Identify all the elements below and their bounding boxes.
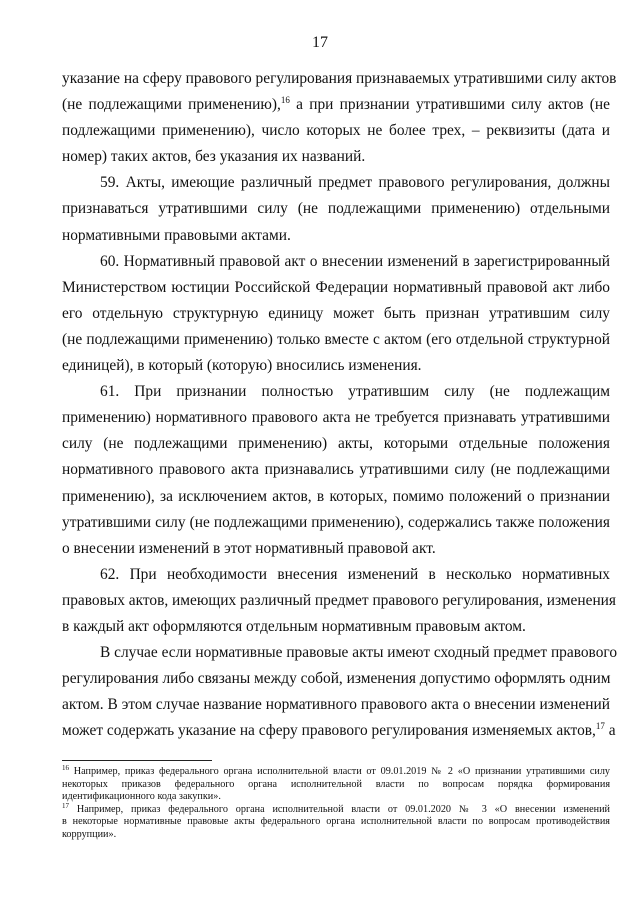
- footnote-ref: 16: [280, 95, 290, 106]
- text-line: (не подлежащими применению),$^{16}$ а при признании утратившими силу актов (не: [62, 95, 610, 114]
- text-line: единицей), в который (которую) вносились изменения.: [62, 357, 422, 375]
- text-line: может содержать указание на сферу правового регулирования изменяемых актов,$^{17}$ а: [62, 721, 616, 740]
- footnote-ref: 17: [595, 721, 605, 732]
- footnote-16: $^{16}$ Например, приказ федерального органа исполнительной власти от 09.01.2019 № 2 «О признании утратившими силу: [62, 764, 610, 777]
- text-line: признаваться утратившими силу (не подлежащими применению) отдельными: [62, 200, 610, 218]
- footnote-line: идентификационного кода закупки».: [62, 791, 221, 803]
- text-line: применению) нормативного правового акта не требуется признавать утратившими: [62, 409, 610, 427]
- text-line: актом. В этом случае название нормативного правового акта о внесении изменений: [62, 696, 610, 714]
- text-line: подлежащими применению), число которых не более трех, – реквизиты (дата и: [62, 122, 610, 140]
- text-line: нормативными правовыми актами.: [62, 226, 291, 244]
- footnote-number: 16: [62, 764, 69, 772]
- text-line: в каждый акт оформляются отдельным нормативным правовым актом.: [62, 617, 526, 635]
- footnote-line: некоторых приказов федерального органа исполнительной власти по вопросам порядка формирования: [62, 778, 610, 790]
- footnote-line: коррупции».: [62, 828, 117, 840]
- page-number: 17: [312, 34, 328, 51]
- text-line: утратившими силу (не подлежащими применению), содержались также положения: [62, 513, 610, 531]
- text-line: указание на сферу правового регулирования признаваемых утратившими силу актов: [62, 70, 617, 87]
- text-line: нормативного правового акта признавались утратившими силу (не подлежащими: [62, 461, 610, 479]
- paragraph-62: 62. При необходимости внесения изменений в несколько нормативных: [100, 565, 610, 583]
- paragraph-case: В случае если нормативные правовые акты имеют сходный предмет правового: [100, 644, 618, 662]
- paragraph-59: 59. Акты, имеющие различный предмет правового регулирования, должны: [100, 174, 610, 192]
- paragraph-60: 60. Нормативный правовой акт о внесении изменений в зарегистрированный: [100, 252, 610, 270]
- footnote-number: 17: [62, 801, 69, 810]
- text-line: (не подлежащими применению) только вместе с актом (его отдельной структурной: [62, 330, 610, 348]
- text-line: правовых актов, имеющих различный предмет правового регулирования, изменения: [62, 591, 616, 609]
- footnote-line: в некоторые нормативные правовые акты федерального органа исполнительной власти по вопросам противодействия: [62, 816, 610, 828]
- body-text: [62, 66, 618, 744]
- footnotes: [62, 766, 610, 842]
- text-line: номер) таких актов, без указания их названий.: [62, 148, 366, 166]
- text-line: о внесении изменений в этот нормативный правовой акт.: [62, 539, 436, 557]
- text-line: его отдельную структурную единицу может быть признан утратившим силу: [62, 304, 610, 322]
- paragraph-61: 61. При признании полностью утратившим силу (не подлежащим: [100, 383, 610, 401]
- footnote-divider: [62, 760, 212, 761]
- footnote-17: $^{17}$ Например, приказ федерального органа исполнительной власти от 09.01.2020 № 3 «О внесении изменений: [62, 801, 610, 815]
- text-line: силу (не подлежащими применению) акты, которыми отдельные положения: [62, 435, 610, 453]
- text-line: Министерством юстиции Российской Федерации нормативный правовой акт либо: [62, 278, 610, 296]
- text-line: регулирования либо связаны между собой, изменения допустимо оформлять одним: [62, 670, 611, 688]
- text-line: применению), за исключением актов, в которых, помимо положений о признании: [62, 487, 610, 505]
